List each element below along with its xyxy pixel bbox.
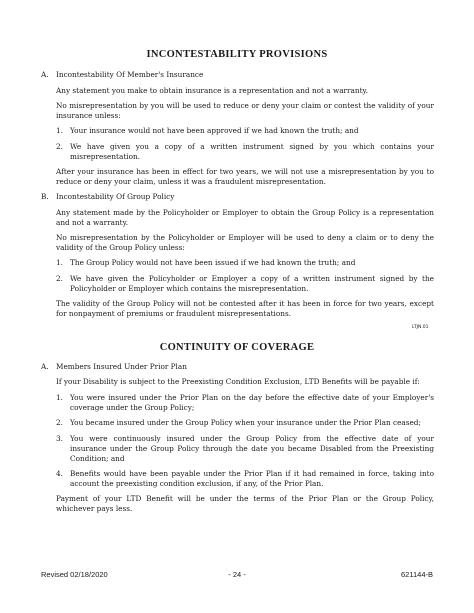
section-title-continuity: CONTINUITY OF COVERAGE — [159, 342, 315, 353]
paragraph: Any statement you make to obtain insurance is a representation and not a warranty. — [56, 86, 368, 95]
item-label-a: A. — [41, 362, 49, 371]
footer-revised-date: Revised 02/18/2020 — [41, 570, 108, 579]
paragraph-line: validity of the Group Policy unless: — [56, 243, 185, 252]
paragraph-line: After your insurance has been in effect for two years, we will not use a misrepresentation by you to — [56, 167, 434, 176]
list-item-line: account the preexisting condition exclusion, if any, of the Prior Plan. — [70, 479, 324, 488]
section-title-incontestability: INCONTESTABILITY PROVISIONS — [146, 49, 328, 60]
list-number: 2. — [56, 418, 63, 427]
paragraph-line: reduce or deny your claim, unless it was a fraudulent misrepresentation. — [56, 177, 326, 186]
paragraph-line: whichever pays less. — [56, 504, 133, 513]
list-item-line: Policyholder or Employer which contains the misrepresentation. — [70, 284, 309, 293]
list-item-line: We have given the Policyholder or Employer a copy of a written instrument signed by the — [70, 274, 434, 283]
subheading-prior-plan: Members Insured Under Prior Plan — [56, 362, 187, 371]
list-number: 3. — [56, 434, 63, 443]
list-number: 4. — [56, 469, 63, 478]
paragraph-line: insurance unless: — [56, 111, 121, 120]
paragraph-line: Payment of your LTD Benefit will be under the terms of the Prior Plan or the Group Policy, — [56, 494, 434, 503]
list-item: You became insured under the Group Policy when your insurance under the Prior Plan ceased; — [70, 418, 421, 427]
paragraph-line: for nonpayment of premiums or fraudulent misrepresentations. — [56, 309, 292, 318]
paragraph: If your Disability is subject to the Preexisting Condition Exclusion, LTD Benefits will be payable if: — [56, 377, 420, 386]
list-item-line: You were continuously insured under the Group Policy from the effective date of your — [70, 434, 434, 443]
list-number: 1. — [56, 258, 63, 267]
list-number: 2. — [56, 274, 63, 283]
item-label-b: B. — [41, 192, 49, 201]
form-code: LTJN.01 — [412, 325, 429, 330]
paragraph-line: No misrepresentation by the Policyholder or Employer will be used to deny a claim or to deny the — [56, 233, 434, 242]
list-item: Your insurance would not have been approved if we had known the truth; and — [70, 126, 359, 135]
list-item-line: You were insured under the Prior Plan on the day before the effective date of your Employer's — [70, 393, 434, 402]
list-number: 1. — [56, 126, 63, 135]
list-item: The Group Policy would not have been issued if we had known the truth; and — [70, 258, 356, 267]
subheading-member-insurance: Incontestability Of Member's Insurance — [56, 70, 204, 79]
footer-page-number: - 24 - — [228, 570, 246, 579]
paragraph-line: Any statement made by the Policyholder or Employer to obtain the Group Policy is a representation — [56, 208, 434, 217]
list-item-line: Condition; and — [70, 454, 125, 463]
list-item-line: We have given you a copy of a written instrument signed by you which contains your — [70, 142, 434, 151]
list-item-line: insurance under the Group Policy through the date you became Disabled from the Preexisting — [70, 444, 434, 453]
list-number: 1. — [56, 393, 63, 402]
list-item-line: misrepresentation. — [70, 152, 141, 161]
list-item-line: coverage under the Group Policy; — [70, 403, 195, 412]
footer-form-number: 621144-B — [401, 570, 433, 579]
paragraph-line: The validity of the Group Policy will not be contested after it has been in force for two years, except — [56, 299, 434, 308]
paragraph-line: and not a warranty. — [56, 218, 129, 227]
list-number: 2. — [56, 142, 63, 151]
paragraph-line: No misrepresentation by you will be used to reduce or deny your claim or contest the validity of your — [56, 101, 434, 110]
item-label-a: A. — [41, 70, 49, 79]
list-item-line: Benefits would have been payable under the Prior Plan if it had remained in force, taking into — [70, 469, 434, 478]
subheading-group-policy: Incontestability Of Group Policy — [56, 192, 175, 201]
